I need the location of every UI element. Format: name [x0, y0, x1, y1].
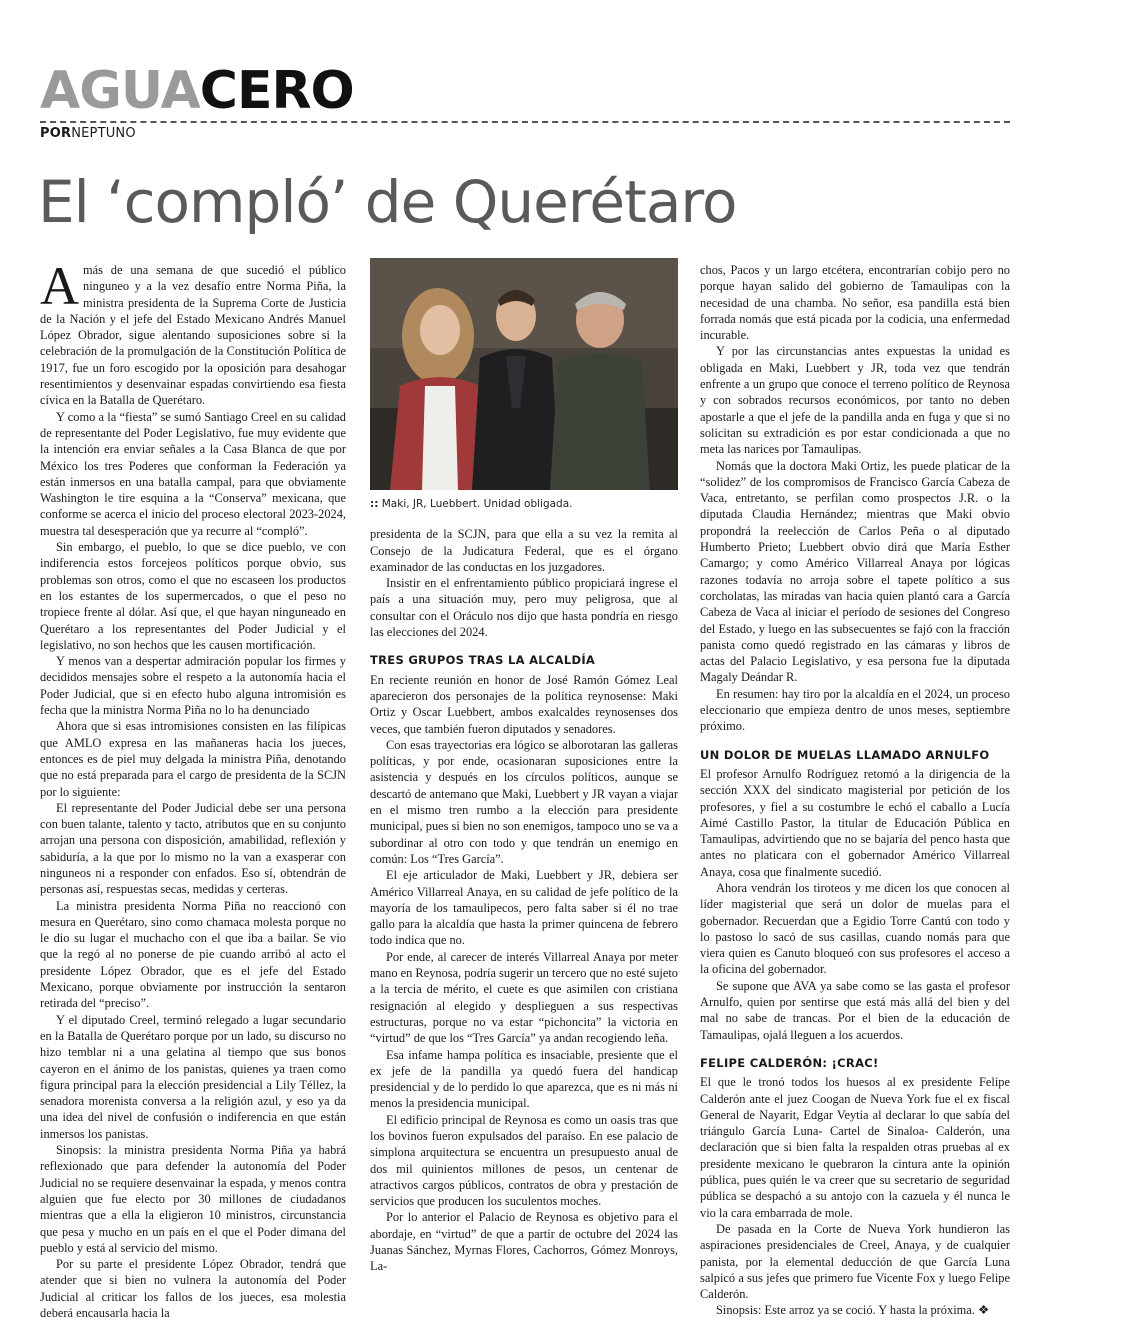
- paragraph: Sinopsis: la ministra presidenta Norma Piña ya habrá reflexionado que para defender la autonomía del Poder Judicial no se requiere desenvainar la espada, y menos contra alguien que fue electo por 30 millones de ciudadanos mientras que a ella la eligieron 10 ministros, circunstancia que pesa y mucho en un país en el que el Poder dimana del pueblo y está al servicio del mismo.: [40, 1143, 346, 1255]
- article-column-1: [40, 256, 346, 1320]
- paragraph: Por lo anterior el Palacio de Reynosa es objetivo para el abordaje, en “virtud” de que a partir de octubre del 2024 las Juanas Sánchez, Myrnas Flores, Cachorros, Gómez Monroys, La-: [370, 1210, 678, 1274]
- paragraph: Por ende, al carecer de interés Villarreal Anaya por meter mano en Reynosa, podría sugerir un tercero que no esté sujeto a la tercia de mérito, el cuete es que asimilen con cristiana resignación al elegido y desplieguen a sus respectivas estructuras, porque no va estar “pichoncita” la victoria en “virtud” de que los “Tres García” ya andan recogiendo leña.: [370, 949, 678, 1046]
- article-headline: El ‘compló’ de Querétaro: [38, 168, 737, 236]
- drop-cap: A: [40, 256, 79, 316]
- news-photo: [370, 258, 678, 490]
- byline: [40, 126, 136, 141]
- paragraph: El edificio principal de Reynosa es como un oasis tras que los bovinos fueron expulsados del paraíso. En ese palacio de simplona arquitectura se encuentra un presupuesto anual de dos mil quinientos millones de pesos, un centenar de atractivos cargos públicos, contratos de obra y prestación de servicios que producen los suculentos moches.: [370, 1112, 678, 1209]
- section-subhead: FELIPE CALDERÓN: ¡CRAC!: [700, 1055, 879, 1070]
- paragraph: Sinopsis: Este arroz ya se coció. Y hasta la próxima. ❖: [716, 1303, 990, 1318]
- section-subhead: TRES GRUPOS TRAS LA ALCALDÍA: [370, 653, 596, 668]
- byline-por: POR: [40, 126, 72, 141]
- section-subhead: UN DOLOR DE MUELAS LLAMADO ARNULFO: [700, 747, 990, 762]
- paragraph: Y como a la “fiesta” se sumó Santiago Creel en su calidad de representante del Poder Legislativo, fue muy evidente que la intención era enviar señales a la Casa Blanca de que por México los tres Poderes que conforman la Federación ya están inmersos en una batalla campal, para que obviamente Washington le tire esquina a la “Conserva” mexicana, que conforme se acerca el inicio del proceso electoral 2023-2024, muestra tal desesperación que ya recurre al “compló”.: [40, 409, 346, 538]
- paragraph: Sin embargo, el pueblo, lo que se dice pueblo, ve con indiferencia estos forcejeos políticos porque obvio, sus problemas son otros, como el que no escaseen los productos en los estantes de los supermercados, o que el peso no tropiece frente al dólar. Así que, el que hayan ninguneado en Querétaro a los representantes del Poder Judicial y el legislativo, no son hechos que les causen mortificación.: [40, 540, 346, 652]
- paragraph: De pasada en la Corte de Nueva York hundieron las aspiraciones presidenciales de Creel, Anaya, y de cualquier panista, por la elemental deducción de que García Luna salpicó a sus jefes que primero fue Vicente Fox y luego Felipe Calderón.: [700, 1221, 1010, 1302]
- caption-marker: ::: [370, 498, 379, 510]
- article-column-2: [370, 258, 678, 1274]
- paragraph: Y el diputado Creel, terminó relegado a lugar secundario en la Batalla de Querétaro porque por un lado, su discurso no hizo temblar ni a una gelatina al tiempo que sus bonos cayeron en el ánimo de los panistas, quienes ya traen como figura principal para la elección presidencial a Lily Téllez, la senadora morenista conversa a la religión azul, y eso ya da una idea del nivel de confusión o indiferencia en que están inmersos los panistas.: [40, 1012, 346, 1141]
- paragraph: El profesor Arnulfo Rodríguez retomó a la dirigencia de la sección XXX del sindicato magisterial por petición de los profesores, y fiel a su costumbre le echó el caballo a Lucía Aimé Castillo Pastor, la titular de Educación Pública en Tamaulipas, advirtiendo que no se bajaría del penco hasta que antes no platicara con el gobernador Américo Villarreal Anaya, cosa que finalmente sucedió.: [700, 766, 1010, 879]
- paragraph: Con esas trayectorias era lógico se alborotaran las galleras políticas, y por ende, ocasionaran suposiciones entre la asistencia y después en los círculos políticos, aunque se descartó de antemano que Maki, Luebbert y JR vayan a viajar en el mismo tren rumbo a la elección para presidente municipal, pues si bien no son enemigos, tampoco uno se va a subordinar al otro con todo y que tendrán un enemigo en común: Los “Tres García”.: [370, 737, 678, 866]
- paragraph: La ministra presidenta Norma Piña no reaccionó con mesura en Querétaro, sino como chamaca molesta porque no le dio su lugar el muchacho con el que iba a bailar. Se vio que la regó al no ponerse de pie cuando arribó al acto el presidente López Obrador, que es el jefe del Estado Mexicano, porque obviamente por instrucción la sentaron retirada del “preciso”.: [40, 898, 346, 1011]
- paragraph: Y menos van a despertar admiración popular los firmes y decididos mensajes sobre el respeto a la autonomía hacia el Poder Judicial, que si en efecto hubo alguna intromisión es fecha que la ministra Norma Piña no lo ha denunciado: [40, 654, 346, 718]
- paragraph: Ahora que si esas intromisiones consisten en las filípicas que AMLO expresa en las mañaneras hacia los jueces, entonces es de piel muy delgada la ministra Piña, denotando que no está preparada para el cargo de presidenta de la SCJN por lo siguiente:: [40, 719, 346, 799]
- paragraph: Y por las circunstancias antes expuestas la unidad es obligada en Maki, Luebbert y JR, toda vez que tendrán enfrente a un grupo que conoce el terreno político de Reynosa y con sobrados recursos económicos, por tanto no deben apostarle a que el jefe de la pandilla anda en fuga y que si no solicitan su extradición es por estar condicionada a que no meta las narices por Tamaulipas.: [700, 344, 1010, 457]
- article-column-3: [700, 262, 1010, 1318]
- paragraph: presidenta de la SCJN, para que ella a su vez la remita al Consejo de la Judicatura Federal, que es el órgano examinador de las conductas en los juzgadores.: [370, 527, 678, 574]
- photo-caption: [370, 496, 678, 512]
- paragraph: Esa infame hampa política es insaciable, presiente que el ex jefe de la pandilla ya quedó fuera del handicap presidencial y de lo perdido lo que aparezca, que es ni más ni menos la presidencia municipal.: [370, 1047, 678, 1111]
- byline-author: NEPTUNO: [71, 126, 136, 141]
- paragraph: Amás de una semana de que sucedió el público ninguneo y a la vez desafío entre Norma Piña, la ministra presidenta de la Suprema Corte de Justicia de la Nación y el jefe del Estado Mexicano Andrés Manuel López Obrador, sigue alentando suposiciones sobre si la celebración de la promulgación de la Constitución Política de 1917, fue un foro escogido por la oposición para desahogar resentimientos y desenvainar espadas convirtiendo esa fiesta cívica en la Batalla de Querétaro.: [40, 256, 346, 408]
- masthead-cero: CERO: [199, 61, 354, 121]
- paragraph: Por su parte el presidente López Obrador, tendrá que atender que si bien no vulnera la autonomía del Poder Judicial al criticar los fallos de los jueces, esa molestia deberá encausarla hacia la: [40, 1257, 346, 1320]
- paragraph: El eje articulador de Maki, Luebbert y JR, debiera ser Américo Villarreal Anaya, en su calidad de jefe político de la mayoría de los tamaulipecos, pero falta saber si él no trae gallo para la alcaldía que hasta la primer quincena de febrero todo indica que no.: [370, 868, 678, 948]
- paragraph: Se supone que AVA ya sabe como se las gasta el profesor Arnulfo, quien por sentirse que está más allá del bien y del mal no sabe de trancas. Por el bien de la educación de Tamaulipas, ojalá lleguen a los acuerdos.: [700, 978, 1010, 1042]
- paragraph: El que le tronó todos los huesos al ex presidente Felipe Calderón ante el juez Coogan de Nueva York fue el ex fiscal General de Nayarit, Edgar Veytia al declarar lo que sabía del triángulo García Luna- Cartel de Sinaloa- Calderón, una declaración que si bien falta la respalden otras pruebas al ex presidente mexicano le quebraron la cintura ante la opinión pública, pues quién le va creer que su secretario de seguridad pública se despachó a su antojo con la cazuela y él nunca le vio la cara embarrada de mole.: [700, 1075, 1010, 1220]
- photo-image: [370, 258, 678, 490]
- masthead-divider: [40, 121, 1010, 123]
- paragraph: Nomás que la doctora Maki Ortiz, les puede platicar de la “solidez” de los compromisos de Francisco García Cabeza de Vaca, entretanto, se perfilan como prospectos J.R. o la diputada Claudia Hernández; mientras que Maki obvio propondrá la reelección de Carlos Peña o al diputado Humberto Prieto; Luebbert obvio dirá que María Esther Camargo; y como Américo Villarreal Anaya por lógicas razones todavía no arroja sobre el tapete político a sus corcholatas, las miradas van hacia quien plantó cara a García Cabeza de Vaca al iniciar el período de sesiones del Congreso del Estado, y luego en las subsecuentes se fajó con la fracción panista como quedó registrado en las cámaras y libros de actas del Palacio Legislativo, y esa persona fue la diputada Magaly Deándar R.: [700, 458, 1010, 685]
- paragraph: Ahora vendrán los tiroteos y me dicen los que conocen al líder magisterial que será un dolor de muelas para el gobernador. Recuerdan que a Egidio Torre Cantú con todo y lo pastoso lo sacó de sus casillas, cuando nomás para que viera quien es Canuto bloqueó con sus profesores el acceso a la oficina del gobernador.: [700, 880, 1010, 977]
- paragraph: El representante del Poder Judicial debe ser una persona con buen talante, talento y tacto, atributos que en su conjunto arrojan una persona con disposición, amabilidad, reflexión y sabiduría, a la que por lo mismo no la van a exasperar con ninguneos ni a responder con enfados. Eso sí, obtendrán de personas así, respuestas secas, medidas y certeras.: [40, 800, 346, 897]
- paragraph: chos, Pacos y un largo etcétera, encontrarían cobijo pero no porque hayan salido del gobierno de Tamaulipas con la necesidad de una chamba. No señor, esa pandilla está bien forrada nomás que está picada por la codicia, una enfermedad incurable.: [700, 263, 1010, 343]
- column-masthead: [40, 60, 354, 122]
- paragraph: En reciente reunión en honor de José Ramón Gómez Leal aparecieron dos personajes de la política reynosense: Maki Ortiz y Oscar Luebbert, ambos exalcaldes reynosenses dos veces, que también fueron diputados y senadores.: [370, 672, 678, 736]
- paragraph: En resumen: hay tiro por la alcaldía en el 2024, un proceso eleccionario que empieza dentro de unos meses, septiembre próximo.: [700, 686, 1010, 734]
- paragraph: Insistir en el enfrentamiento público propiciará ingrese el país a una situación muy, pero muy peligrosa, que al consultar con el Oráculo nos dijo que hasta pondría en riesgo las elecciones del 2024.: [370, 576, 678, 640]
- caption-text: Maki, JR, Luebbert. Unidad obligada.: [381, 498, 573, 510]
- masthead-agua: AGUA: [40, 61, 200, 121]
